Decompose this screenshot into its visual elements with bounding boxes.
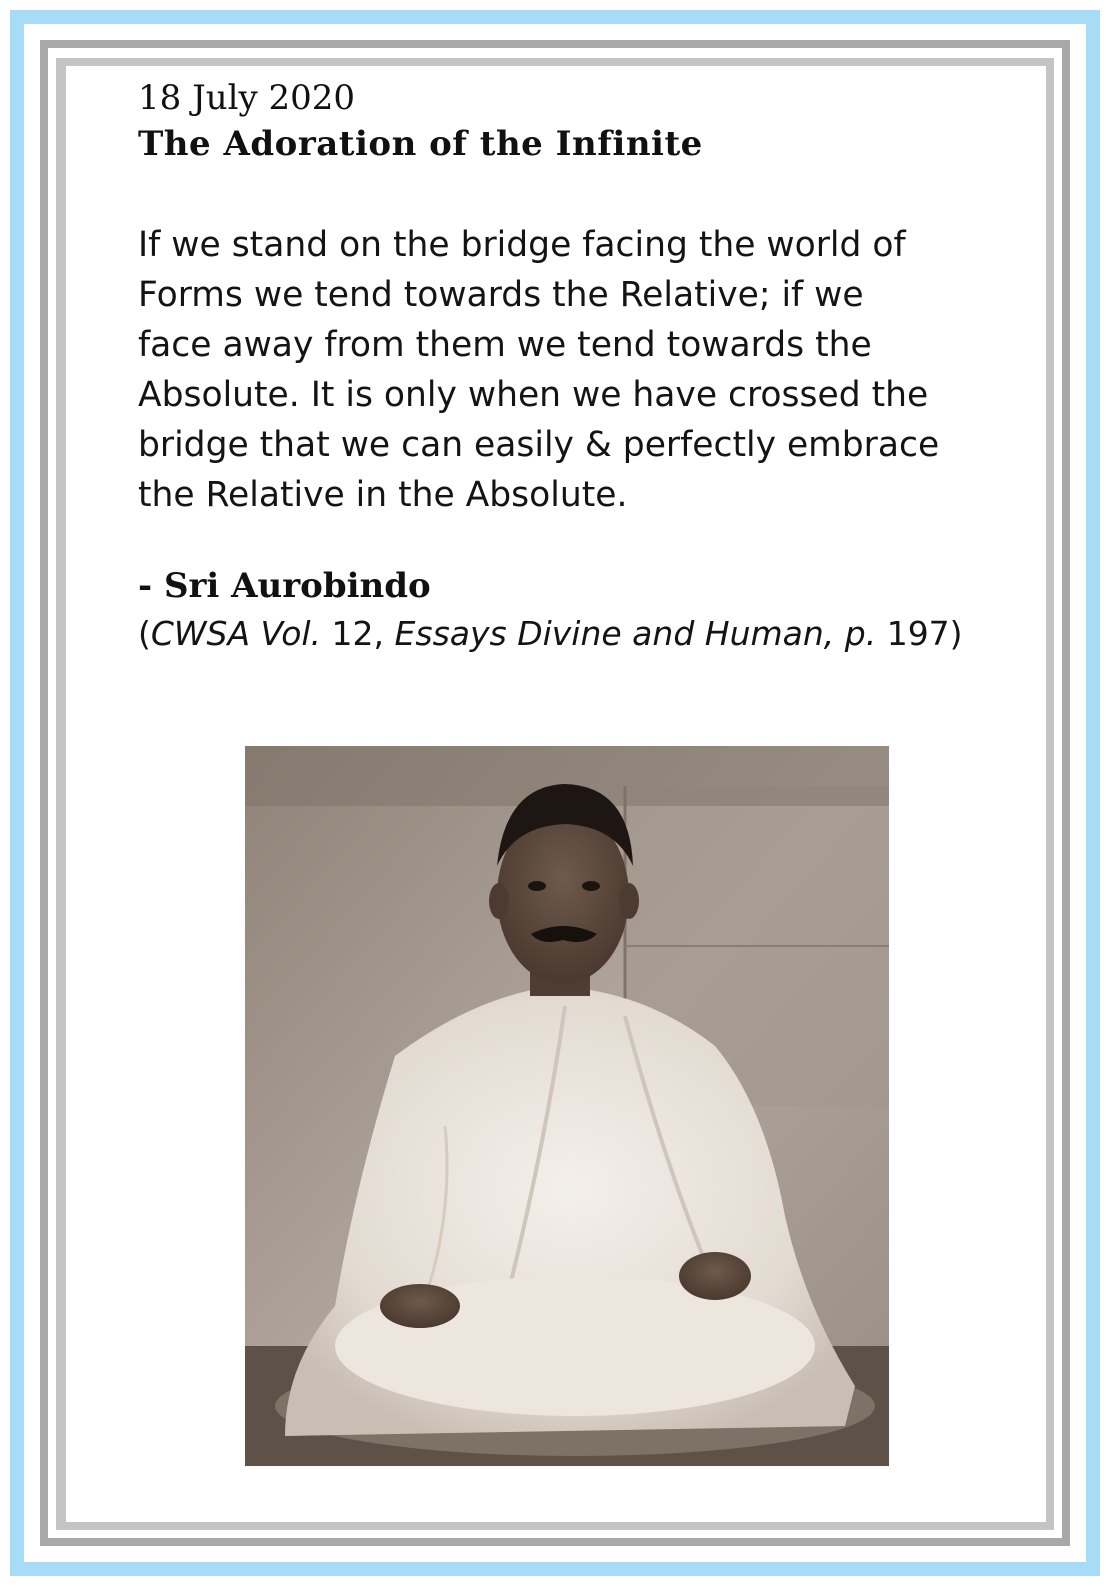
quote-author: - Sri Aurobindo bbox=[138, 566, 431, 606]
quote-text bbox=[138, 220, 1018, 520]
quote-line: Absolute. It is only when we have crossed the bbox=[138, 375, 929, 415]
source-paren: ( bbox=[138, 614, 151, 653]
date-label: 18 July 2020 bbox=[138, 78, 356, 118]
quote-source bbox=[138, 614, 963, 653]
quote-line: the Relative in the Absolute. bbox=[138, 475, 628, 515]
source-page: 197) bbox=[876, 614, 963, 653]
quote-line: bridge that we can easily & perfectly embrace bbox=[138, 425, 940, 465]
source-series: CWSA Vol. bbox=[150, 614, 322, 653]
source-volume: 12, bbox=[321, 614, 395, 653]
quote-line: Forms we tend towards the Relative; if we bbox=[138, 275, 864, 315]
portrait-photo bbox=[245, 746, 889, 1466]
quote-line: face away from them we tend towards the bbox=[138, 325, 872, 365]
quote-line: If we stand on the bridge facing the world of bbox=[138, 225, 906, 265]
card-title: The Adoration of the Infinite bbox=[138, 124, 703, 164]
source-book: Essays Divine and Human, p. bbox=[394, 614, 877, 653]
